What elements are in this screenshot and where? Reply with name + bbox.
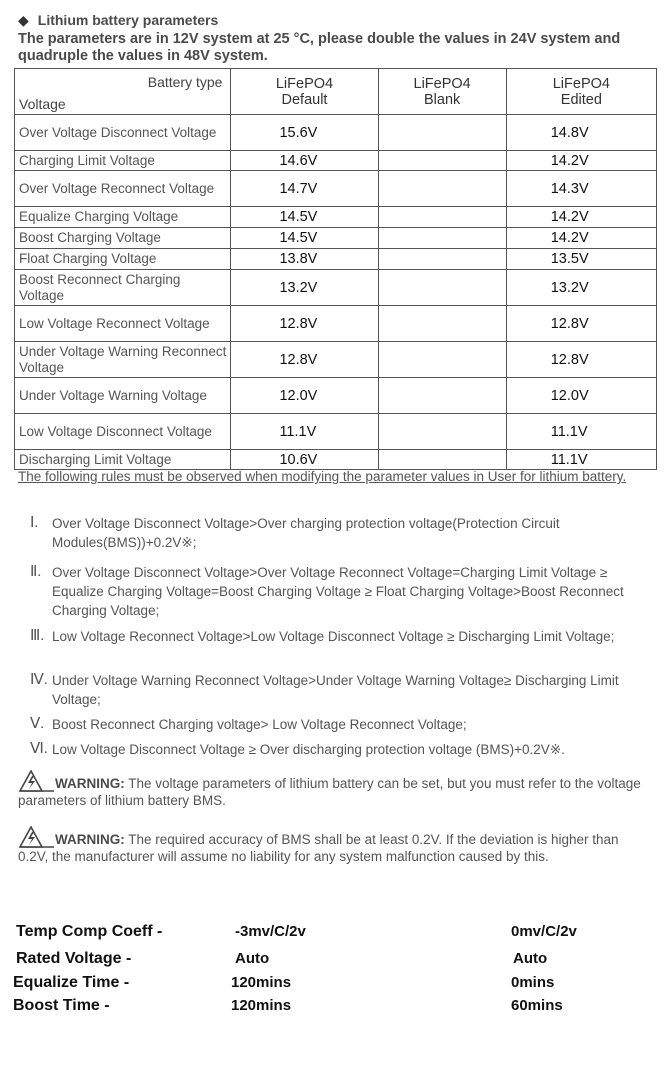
- rule-text: Under Voltage Warning Reconnect Voltage>Under Voltage Warning Voltage≥ Discharging Limit Voltage;: [52, 673, 619, 707]
- extra-setting-label: Equalize Time -: [13, 974, 130, 991]
- row-label: Under Voltage Warning Reconnect Voltage: [15, 342, 231, 378]
- rule-text: Low Voltage Reconnect Voltage>Low Voltage Disconnect Voltage ≥ Discharging Limit Voltage;: [52, 629, 615, 644]
- intro-note: The parameters are in 12V system at 25 °C, please double the values in 24V system and quadruple the values in 48V system.: [18, 31, 621, 64]
- rules-intro: The following rules must be observed when modifying the parameter values in User for lithium battery.: [18, 469, 627, 484]
- warning-triangle-icon: [18, 826, 54, 848]
- section-heading: [18, 10, 218, 30]
- rule-text: Boost Reconnect Charging voltage> Low Voltage Reconnect Voltage;: [52, 717, 467, 732]
- rule-item: [30, 715, 650, 734]
- blank-value-cell: [378, 414, 506, 450]
- extra-setting-edited-value: 0mv/C/2v: [511, 923, 577, 940]
- extra-setting-edited-value: 0mins: [511, 974, 555, 991]
- rule-number: Ⅱ.: [30, 564, 42, 580]
- column-header-line: LiFePO4: [275, 75, 334, 92]
- section-heading-text: Lithium battery parameters: [37, 12, 219, 28]
- extra-setting-label: Rated Voltage -: [16, 950, 132, 967]
- default-value-cell: 13.8V: [231, 249, 378, 270]
- extra-setting-label: Boost Time -: [13, 997, 110, 1014]
- warning-block: [18, 770, 648, 809]
- rule-number: Ⅰ.: [30, 515, 39, 531]
- edited-value-cell: 13.5V: [506, 249, 656, 270]
- edited-value-cell: 11.1V: [506, 414, 656, 450]
- table-row: [15, 171, 657, 207]
- default-value-cell: 13.2V: [231, 270, 378, 306]
- warning-block: [18, 826, 648, 865]
- blank-value-cell: [378, 450, 506, 470]
- row-label: Over Voltage Disconnect Voltage: [15, 115, 231, 151]
- edited-value-cell: 12.0V: [506, 378, 656, 414]
- default-value-cell: 12.8V: [231, 306, 378, 342]
- table-row: [15, 249, 657, 270]
- table-row: [15, 151, 657, 171]
- extra-setting-default-value: Auto: [235, 950, 270, 967]
- rule-item: [30, 563, 650, 620]
- row-label: Boost Charging Voltage: [15, 228, 231, 249]
- default-value-cell: 11.1V: [231, 414, 378, 450]
- blank-value-cell: [378, 342, 506, 378]
- rule-item: [30, 627, 650, 646]
- corner-header-cell: [15, 69, 231, 115]
- default-value-cell: 14.5V: [231, 228, 378, 249]
- rule-text: Over Voltage Disconnect Voltage>Over Voltage Reconnect Voltage=Charging Limit Voltage ≥ Equalize Charging Voltage=Boost Charging Voltage ≥ Float Charging Voltage>Boost Reconnect Charging Voltage;: [52, 565, 624, 618]
- rule-text: Over Voltage Disconnect Voltage>Over charging protection voltage(Protection Circuit Modules(BMS))+0.2V※;: [52, 516, 560, 550]
- row-label: Float Charging Voltage: [15, 249, 231, 270]
- row-label: Charging Limit Voltage: [15, 151, 231, 171]
- edited-value-cell: 14.3V: [506, 171, 656, 207]
- edited-value-cell: 12.8V: [506, 342, 656, 378]
- table-row: [15, 414, 657, 450]
- table-row: [15, 378, 657, 414]
- warning-text: The voltage parameters of lithium battery can be set, but you must refer to the voltage parameters of lithium battery BMS.: [18, 776, 641, 808]
- warning-text: The required accuracy of BMS shall be at least 0.2V. If the deviation is higher than 0.2V, the manufacturer will assume no liability for any system malfunction caused by this.: [18, 832, 619, 864]
- diamond-icon: ◆: [18, 11, 29, 28]
- blank-value-cell: [378, 228, 506, 249]
- default-value-cell: 12.0V: [231, 378, 378, 414]
- extra-setting-default-value: -3mv/C/2v: [235, 923, 306, 940]
- rule-number: Ⅳ.: [30, 672, 48, 688]
- table-row: [15, 450, 657, 470]
- table-row: [15, 207, 657, 228]
- rule-number: Ⅵ.: [30, 741, 48, 757]
- column-header-line: LiFePO4: [413, 75, 471, 92]
- extra-setting-edited-value: Auto: [513, 950, 548, 967]
- table-row: [15, 306, 657, 342]
- warning-label: WARNING:: [55, 832, 125, 847]
- rule-item: [30, 514, 650, 552]
- rule-item: [30, 740, 650, 759]
- blank-value-cell: [378, 378, 506, 414]
- extra-setting-default-value: 120mins: [231, 974, 292, 991]
- edited-value-cell: 14.8V: [506, 115, 656, 151]
- edited-value-cell: 11.1V: [506, 450, 656, 470]
- column-header-line: Blank: [423, 91, 461, 108]
- blank-value-cell: [378, 207, 506, 228]
- default-value-cell: 14.5V: [231, 207, 378, 228]
- row-label: Boost Reconnect Charging Voltage: [15, 270, 231, 306]
- table-row: [15, 228, 657, 249]
- edited-value-cell: 14.2V: [506, 151, 656, 171]
- edited-value-cell: 14.2V: [506, 207, 656, 228]
- extra-setting-label: Temp Comp Coeff -: [16, 923, 163, 940]
- extra-setting-default-value: 120mins: [231, 997, 292, 1014]
- row-label: Equalize Charging Voltage: [15, 207, 231, 228]
- row-label: Under Voltage Warning Voltage: [15, 378, 231, 414]
- blank-value-cell: [378, 270, 506, 306]
- table-header-row: [15, 69, 657, 115]
- rule-number: Ⅲ.: [30, 628, 45, 644]
- rule-text: Low Voltage Disconnect Voltage ≥ Over discharging protection voltage (BMS)+0.2V※.: [52, 742, 565, 757]
- row-label: Low Voltage Reconnect Voltage: [15, 306, 231, 342]
- edited-value-cell: 14.2V: [506, 228, 656, 249]
- row-label: Discharging Limit Voltage: [15, 450, 231, 470]
- edited-value-cell: 13.2V: [506, 270, 656, 306]
- default-value-cell: 10.6V: [231, 450, 378, 470]
- edited-value-cell: 12.8V: [506, 306, 656, 342]
- parameter-table: [14, 68, 657, 470]
- rule-number: Ⅴ.: [30, 716, 45, 732]
- voltage-header: Voltage: [19, 96, 66, 112]
- warning-triangle-icon: [18, 770, 54, 792]
- blank-value-cell: [378, 249, 506, 270]
- blank-value-cell: [378, 115, 506, 151]
- row-label: Low Voltage Disconnect Voltage: [15, 414, 231, 450]
- column-header-blank: [378, 69, 506, 115]
- default-value-cell: 14.7V: [231, 171, 378, 207]
- blank-value-cell: [378, 171, 506, 207]
- rule-item: [30, 671, 650, 709]
- table-row: [15, 115, 657, 151]
- row-label: Over Voltage Reconnect Voltage: [15, 171, 231, 207]
- battery-type-header: Battery type: [147, 74, 223, 90]
- default-value-cell: 14.6V: [231, 151, 378, 171]
- column-header-default: [231, 69, 378, 115]
- extra-setting-edited-value: 60mins: [511, 997, 563, 1014]
- column-header-edited: [506, 69, 656, 115]
- table-body: [15, 115, 657, 470]
- column-header-line: Default: [281, 91, 328, 108]
- warning-label: WARNING:: [55, 776, 125, 791]
- table-row: [15, 270, 657, 306]
- column-header-line: Edited: [560, 91, 602, 108]
- table-row: [15, 342, 657, 378]
- column-header-line: LiFePO4: [552, 75, 610, 92]
- blank-value-cell: [378, 306, 506, 342]
- default-value-cell: 12.8V: [231, 342, 378, 378]
- blank-value-cell: [378, 151, 506, 171]
- default-value-cell: 15.6V: [231, 115, 378, 151]
